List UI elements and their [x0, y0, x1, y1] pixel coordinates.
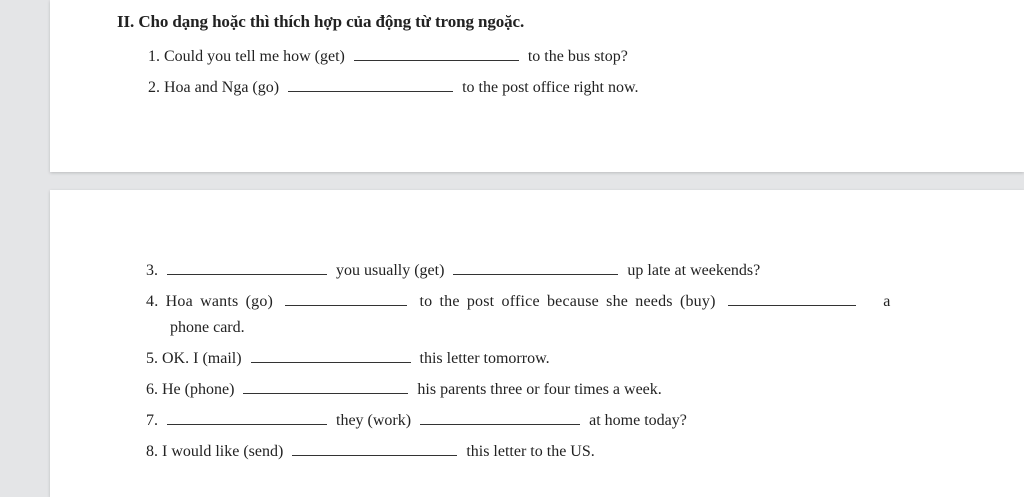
answer-blank	[288, 79, 453, 92]
answer-blank	[251, 350, 411, 363]
answer-blank	[354, 48, 519, 61]
worksheet-page-1	[50, 0, 1024, 172]
question-number: 2.	[148, 79, 160, 96]
question-7	[146, 412, 687, 430]
question-number: 1.	[148, 48, 160, 65]
question-text: at home today?	[589, 412, 687, 429]
worksheet-page-2	[50, 190, 1024, 497]
question-2	[148, 79, 639, 97]
question-text: OK. I (mail)	[162, 350, 242, 367]
question-number: 3.	[146, 262, 158, 279]
answer-blank	[167, 412, 327, 425]
question-5	[146, 350, 550, 368]
question-text: up late at weekends?	[627, 262, 761, 279]
question-text: to the post office because she needs (buy)	[419, 293, 716, 310]
question-text: this letter tomorrow.	[419, 350, 550, 367]
answer-blank	[285, 293, 407, 306]
answer-blank	[292, 443, 457, 456]
question-1	[148, 48, 628, 66]
question-number: 5.	[146, 350, 158, 367]
question-text: his parents three or four times a week.	[417, 381, 662, 398]
question-text: Hoa wants (go)	[165, 293, 274, 310]
question-text: phone card.	[170, 319, 245, 336]
answer-blank	[167, 262, 327, 275]
answer-blank	[420, 412, 580, 425]
question-text: Could you tell me how (get)	[164, 48, 345, 65]
question-number: 6.	[146, 381, 158, 398]
question-3	[146, 262, 760, 280]
question-4-continued	[170, 319, 245, 337]
question-number: 8.	[146, 443, 158, 460]
question-4	[146, 293, 891, 311]
question-text: to the post office right now.	[462, 79, 639, 96]
question-text: they (work)	[336, 412, 412, 429]
section-heading: II. Cho dạng hoặc thì thích hợp của động từ trong ngoặc.	[117, 12, 525, 31]
question-text: Hoa and Nga (go)	[164, 79, 280, 96]
question-text: a	[883, 293, 891, 310]
question-text: He (phone)	[162, 381, 235, 398]
answer-blank	[453, 262, 618, 275]
question-8	[146, 443, 595, 461]
question-number: 7.	[146, 412, 158, 429]
question-text: this letter to the US.	[466, 443, 595, 460]
question-number: 4.	[146, 293, 159, 310]
answer-blank	[243, 381, 408, 394]
question-text: to the bus stop?	[527, 48, 628, 65]
question-text: I would like (send)	[162, 443, 284, 460]
answer-blank	[728, 293, 856, 306]
question-6	[146, 381, 662, 399]
question-text: you usually (get)	[336, 262, 445, 279]
